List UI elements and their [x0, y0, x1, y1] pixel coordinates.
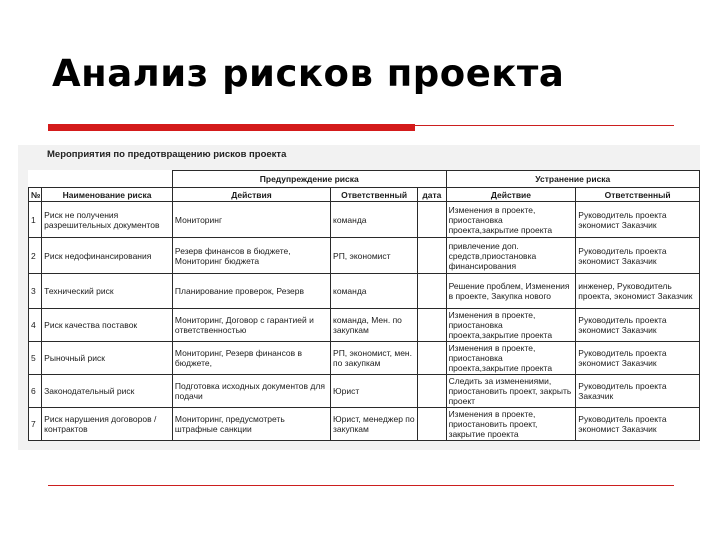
- cell-action: Мониторинг: [172, 202, 330, 238]
- col-header-date: дата: [418, 188, 446, 202]
- col-header-actions: Действия: [172, 188, 330, 202]
- cell-action: Резерв финансов в бюджете, Мониторинг бюджета: [172, 238, 330, 274]
- table-row: [29, 408, 700, 441]
- cell-risk: Риск качества поставок: [42, 309, 173, 342]
- cell-num: 7: [29, 408, 42, 441]
- group-header-elimination: Устранение риска: [446, 171, 699, 188]
- col-header-num: №: [29, 188, 42, 202]
- cell-date: [418, 342, 446, 375]
- cell-responsible: Юрист: [331, 375, 418, 408]
- cell-responsible: Юрист, менеджер по закупкам: [331, 408, 418, 441]
- table-row: [29, 238, 700, 274]
- cell-risk: Риск нарушения договоров / контрактов: [42, 408, 173, 441]
- cell-risk: Риск недофинансирования: [42, 238, 173, 274]
- table-row: [29, 274, 700, 309]
- cell-elim-responsible: Руководитель проекта экономист Заказчик: [576, 309, 700, 342]
- column-header-row: [29, 188, 700, 202]
- cell-risk: Законодательный риск: [42, 375, 173, 408]
- cell-action: Подготовка исходных документов для подачи: [172, 375, 330, 408]
- cell-action: Планирование проверок, Резерв: [172, 274, 330, 309]
- cell-responsible: команда: [331, 274, 418, 309]
- cell-elim-action: Изменения в проекте, приостановить проект, закрытие проекта: [446, 408, 576, 441]
- slide-title: Анализ рисков проекта: [52, 52, 565, 95]
- cell-date: [418, 238, 446, 274]
- col-header-risk-name: Наименование риска: [42, 188, 173, 202]
- divider-accent-red: [48, 124, 415, 131]
- cell-elim-responsible: Руководитель проекта экономист Заказчик: [576, 202, 700, 238]
- cell-num: 2: [29, 238, 42, 274]
- cell-date: [418, 202, 446, 238]
- cell-responsible: РП, экономист, мен. по закупкам: [331, 342, 418, 375]
- cell-elim-action: Следить за изменениями, приостановить проект, закрыть проект: [446, 375, 576, 408]
- cell-responsible: команда, Мен. по закупкам: [331, 309, 418, 342]
- cell-num: 5: [29, 342, 42, 375]
- cell-date: [418, 309, 446, 342]
- table-row: [29, 309, 700, 342]
- cell-num: 4: [29, 309, 42, 342]
- cell-elim-responsible: Руководитель проекта экономист Заказчик: [576, 342, 700, 375]
- cell-date: [418, 274, 446, 309]
- cell-elim-responsible: Руководитель проекта экономист Заказчик: [576, 408, 700, 441]
- cell-date: [418, 408, 446, 441]
- cell-action: Мониторинг, Договор с гарантией и ответственностью: [172, 309, 330, 342]
- cell-action: Мониторинг, Резерв финансов в бюджете,: [172, 342, 330, 375]
- divider-bottom: [48, 485, 674, 486]
- cell-risk: Рыночный риск: [42, 342, 173, 375]
- cell-num: 3: [29, 274, 42, 309]
- section-heading: Мероприятия по предотвращению рисков проекта: [47, 149, 287, 160]
- cell-elim-action: Изменения в проекте, приостановка проекта,закрытие проекта: [446, 202, 576, 238]
- cell-action: Мониторинг, предусмотреть штрафные санкции: [172, 408, 330, 441]
- cell-elim-responsible: инженер, Руководитель проекта, экономист Заказчик: [576, 274, 700, 309]
- col-header-responsible: Ответственный: [331, 188, 418, 202]
- cell-responsible: РП, экономист: [331, 238, 418, 274]
- table-row: [29, 202, 700, 238]
- cell-risk: Технический риск: [42, 274, 173, 309]
- cell-num: 1: [29, 202, 42, 238]
- table-row: [29, 375, 700, 408]
- risk-table: [28, 170, 700, 441]
- col-header-elimination-actions: Действие: [446, 188, 576, 202]
- col-header-elimination-responsible: Ответственный: [576, 188, 700, 202]
- cell-elim-action: Изменения в проекте, приостановка проекта,закрытие проекта: [446, 309, 576, 342]
- cell-risk: Риск не получения разрешительных документов: [42, 202, 173, 238]
- table-row: [29, 342, 700, 375]
- cell-responsible: команда: [331, 202, 418, 238]
- cell-elim-action: Изменения в проекте, приостановка проекта,закрытие проекта: [446, 342, 576, 375]
- cell-num: 6: [29, 375, 42, 408]
- cell-date: [418, 375, 446, 408]
- cell-elim-action: привлечение доп. средств,приостановка финансирования: [446, 238, 576, 274]
- cell-elim-responsible: Руководитель проекта Заказчик: [576, 375, 700, 408]
- group-header-row: [29, 171, 700, 188]
- cell-elim-action: Решение проблем, Изменения в проекте, Закупка нового: [446, 274, 576, 309]
- cell-elim-responsible: Руководитель проекта экономист Заказчик: [576, 238, 700, 274]
- group-header-prevention: Предупреждение риска: [172, 171, 446, 188]
